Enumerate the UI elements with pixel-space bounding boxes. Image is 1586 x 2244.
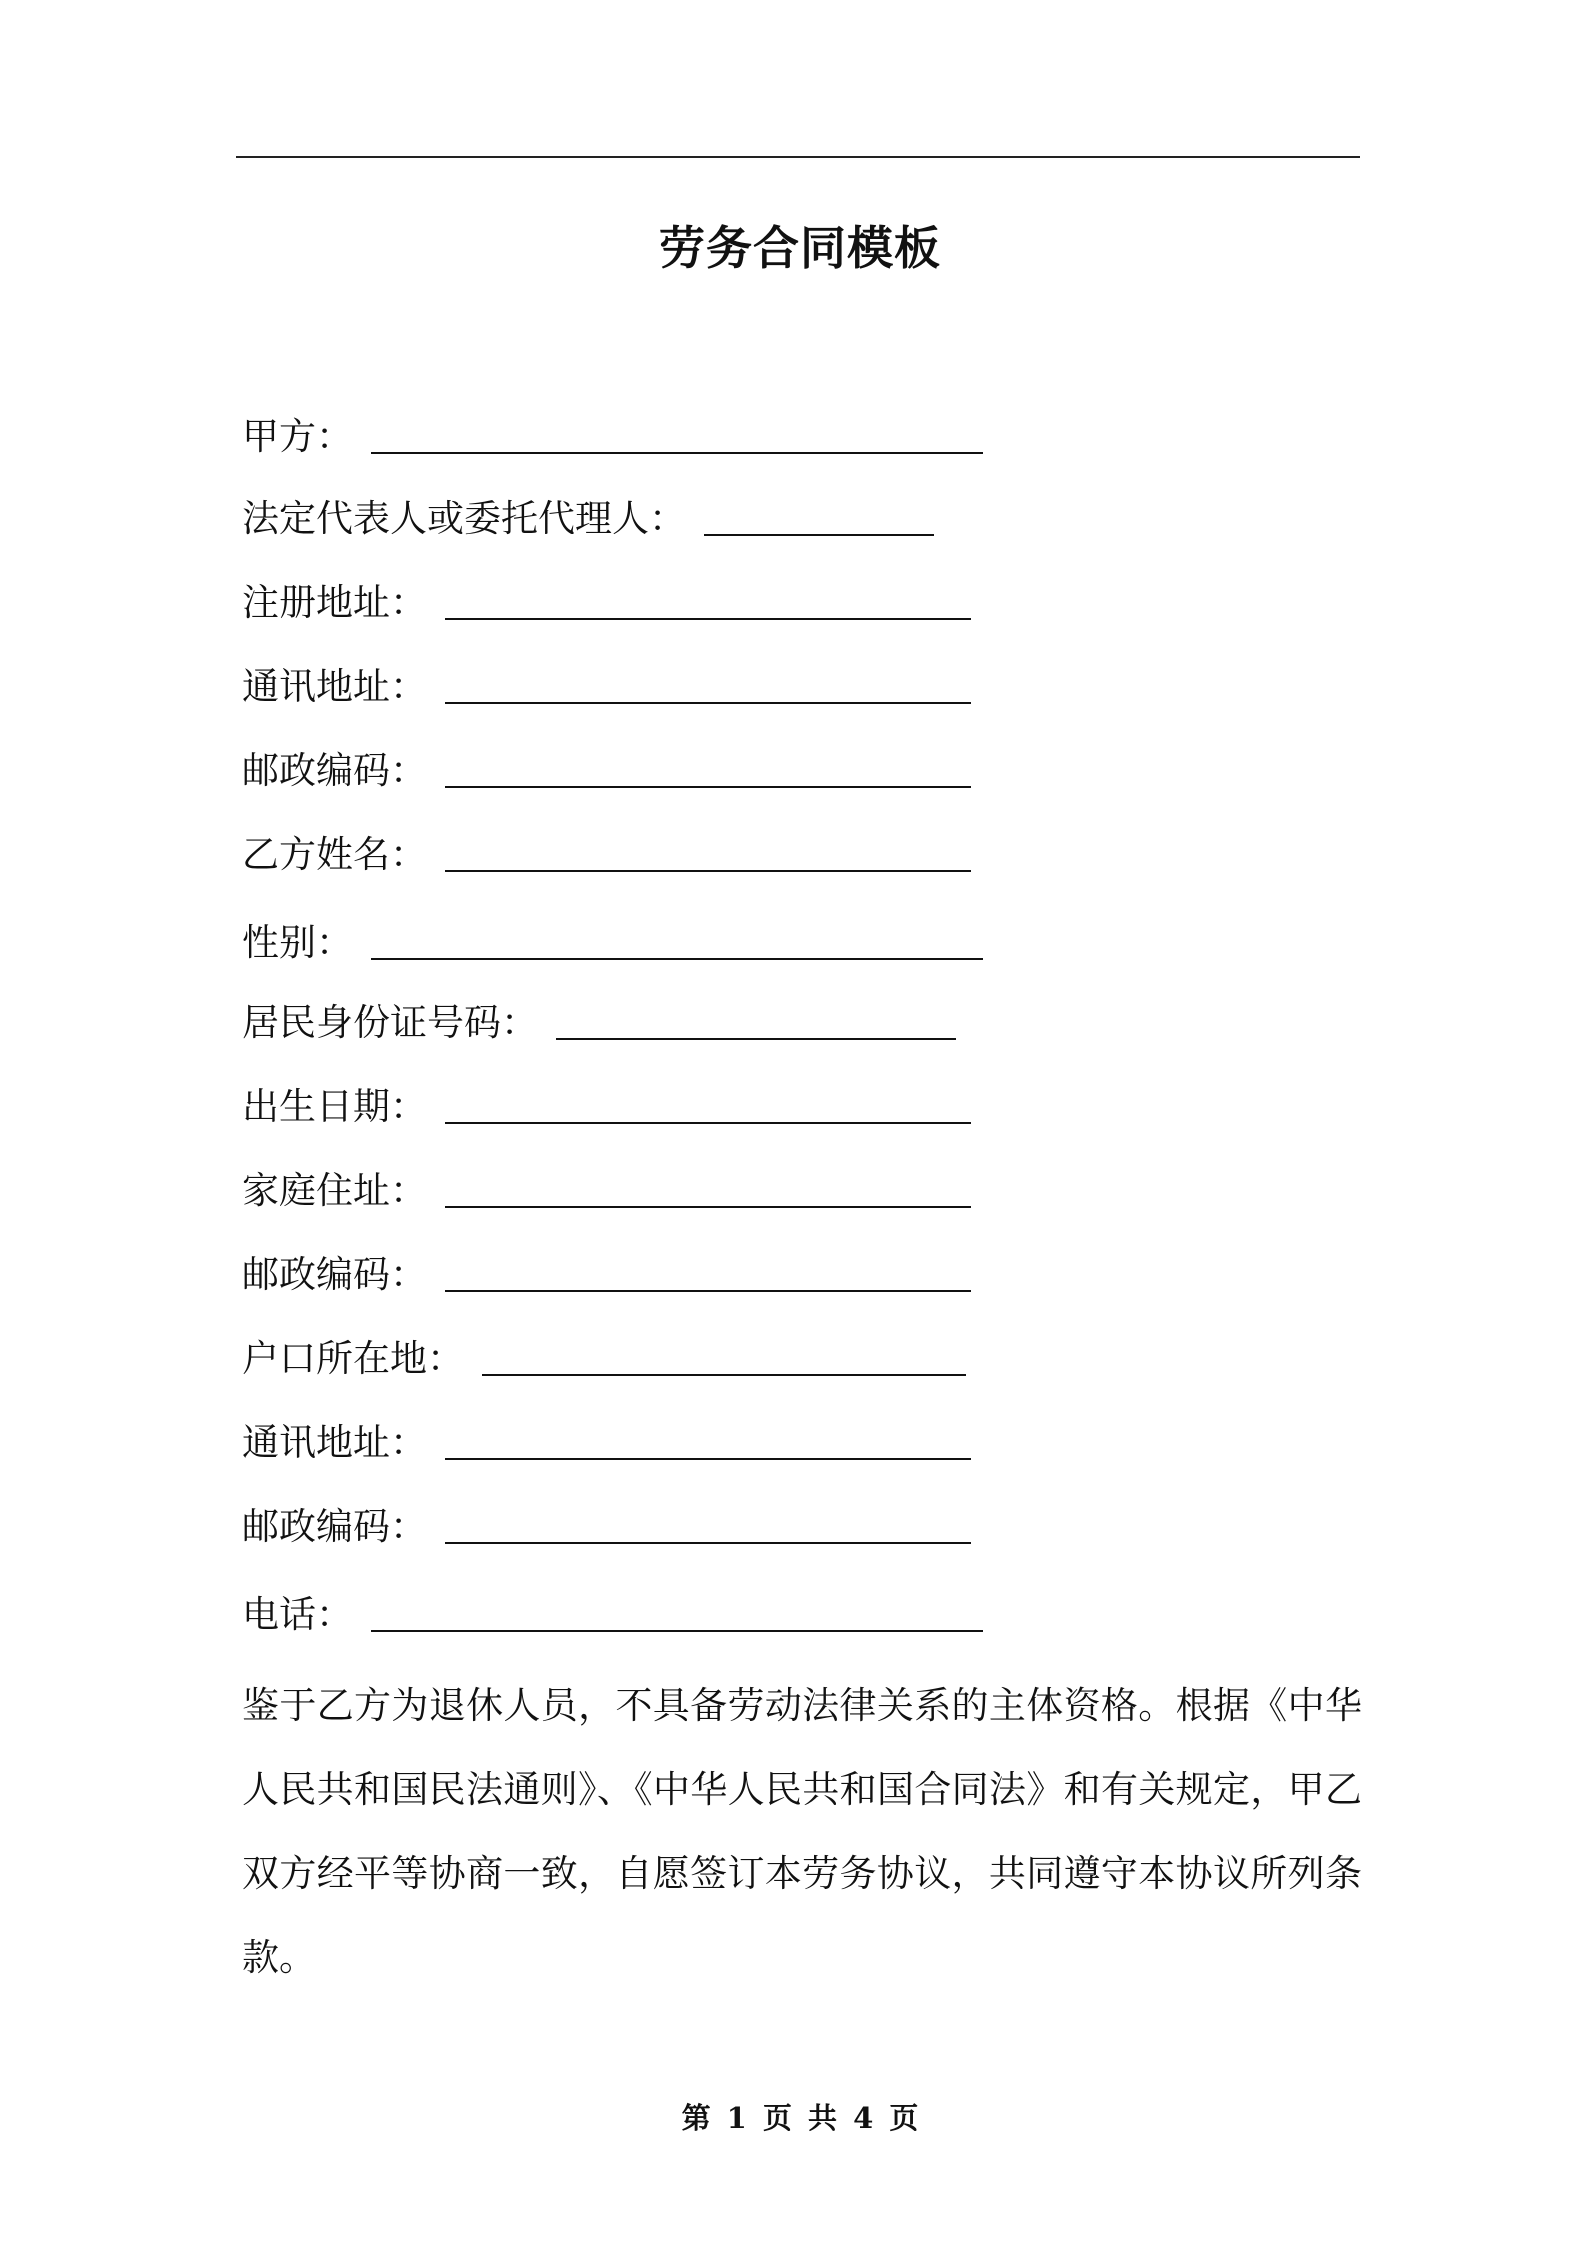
fill-blank[interactable] [445,1206,971,1208]
field-label: 法定代表人或委托代理人： [242,497,686,540]
field-mailing-address [242,1416,971,1466]
field-label: 邮政编码： [242,1505,427,1548]
field-legal-representative [242,492,934,542]
field-mailing-address [242,660,971,710]
field-party-b-name [242,828,971,878]
field-phone [242,1588,983,1638]
field-postal-code [242,1500,971,1550]
field-label: 性别： [242,921,353,964]
preamble-paragraph: 鉴于乙方为退休人员，不具备劳动法律关系的主体资格。根据《中华人民共和国民法通则》、《中华人民共和国合同法》和有关规定，甲乙双方经平等协商一致，自愿签订本劳务协议，共同遵守本协议所列条款。 [242,1684,1362,1979]
fill-blank[interactable] [371,452,983,454]
field-home-address [242,1164,971,1214]
document-title: 劳务合同模板 [659,221,941,275]
fill-blank[interactable] [704,534,934,536]
field-postal-code [242,744,971,794]
field-label: 邮政编码： [242,749,427,792]
field-label: 邮政编码： [242,1253,427,1296]
fill-blank[interactable] [445,702,971,704]
fill-blank[interactable] [371,958,983,960]
field-household-registration [242,1332,966,1382]
header-rule [236,156,1360,158]
fill-blank[interactable] [371,1630,983,1632]
fill-blank[interactable] [482,1374,966,1376]
field-label: 居民身份证号码： [242,1001,538,1044]
field-label: 家庭住址： [242,1169,427,1212]
field-label: 注册地址： [242,581,427,624]
fill-blank[interactable] [445,1122,971,1124]
field-label: 户口所在地： [242,1337,464,1380]
fill-blank[interactable] [445,870,971,872]
fill-blank[interactable] [445,1458,971,1460]
field-label: 通讯地址： [242,665,427,708]
fill-blank[interactable] [445,1542,971,1544]
page-number: 第 1 页 共 4 页 [681,2101,919,2135]
fill-blank[interactable] [445,786,971,788]
fill-blank[interactable] [445,618,971,620]
field-birth-date [242,1080,971,1130]
field-label: 通讯地址： [242,1421,427,1464]
field-registered-address [242,576,971,626]
field-party-a [242,410,983,460]
field-label: 乙方姓名： [242,833,427,876]
field-label: 出生日期： [242,1085,427,1128]
field-postal-code [242,1248,971,1298]
field-gender [242,916,983,966]
field-id-number [242,996,956,1046]
fill-blank[interactable] [556,1038,956,1040]
fill-blank[interactable] [445,1290,971,1292]
field-label: 电话： [242,1593,353,1636]
field-label: 甲方： [242,415,353,458]
